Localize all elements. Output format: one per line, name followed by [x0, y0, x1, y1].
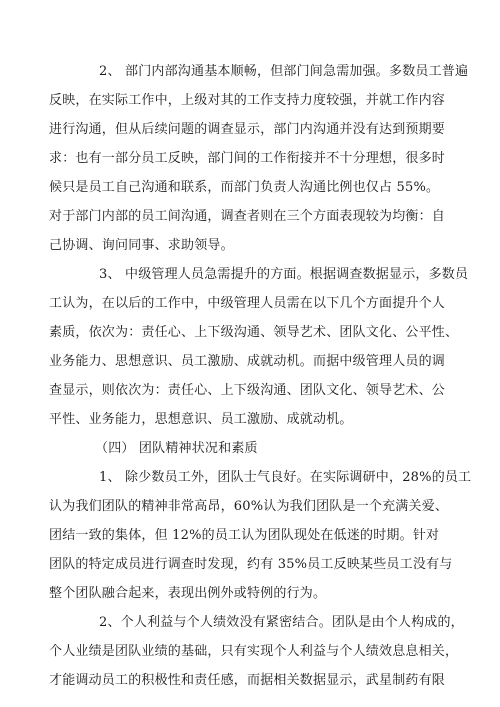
text-line: 才能调动员工的积极性和责任感，而据相关数据显示，武星制药有限	[49, 673, 446, 688]
text-line: 平性、业务能力，思想意识、员工激励、成就动机。	[49, 412, 353, 427]
text-line: 团结一致的集体，但 12%的员工认为团队现处在低迷的时期。针对	[49, 528, 440, 543]
text-line: 求：也有一部分员工反映，部门间的工作衔接并不十分理想，很多时	[49, 151, 446, 166]
text-line: 2、个人利益与个人绩效没有紧密结合。团队是由个人构成的，	[99, 615, 464, 630]
section-heading: （四） 团队精神状况和素质	[95, 441, 258, 456]
text-line: 己协调、询问同事、求助领导。	[49, 238, 234, 253]
text-line: 业务能力、思想意识、员工激励、成就动机。而据中级管理人员的调	[49, 354, 446, 369]
text-line: 整个团队融合起来，表现出例外或特例的行为。	[49, 586, 327, 601]
text-line: 查显示，则依次为：责任心、上下级沟通、团队文化、领导艺术、公	[49, 383, 446, 398]
text-line: 认为我们团队的精神非常高昂，60%认为我们团队是一个充满关爱、	[49, 499, 449, 514]
text-line: 3、 中级管理人员急需提升的方面。根据调查数据显示，多数员	[99, 267, 469, 282]
text-line: 反映，在实际工作中，上级对其的工作支持力度较强，并就工作内容	[49, 93, 446, 108]
text-line: 2、 部门内部沟通基本顺畅，但部门间急需加强。多数员工普遍	[99, 64, 469, 79]
text-line: 工认为，在以后的工作中，中级管理人员需在以下几个方面提升个人	[49, 296, 446, 311]
text-line: 个人业绩是团队业绩的基础，只有实现个人利益与个人绩效息息相关，	[49, 644, 459, 659]
text-line: 团队的特定成员进行调查时发现，约有 35%员工反映某些员工没有与	[49, 557, 453, 572]
text-line: 进行沟通，但从后续问题的调查显示，部门内沟通并没有达到预期要	[49, 122, 446, 137]
text-line: 对于部门内部的员工间沟通，调查者则在三个方面表现较为均衡：自	[49, 209, 446, 224]
text-line: 1、 除少数员工外，团队士气良好。在实际调研中，28%的员工	[99, 470, 472, 485]
text-line: 候只是员工自己沟通和联系，而部门负责人沟通比例也仅占 55%。	[49, 180, 440, 195]
text-line: 素质，依次为：责任心、上下级沟通、领导艺术、团队文化、公平性、	[49, 325, 459, 340]
